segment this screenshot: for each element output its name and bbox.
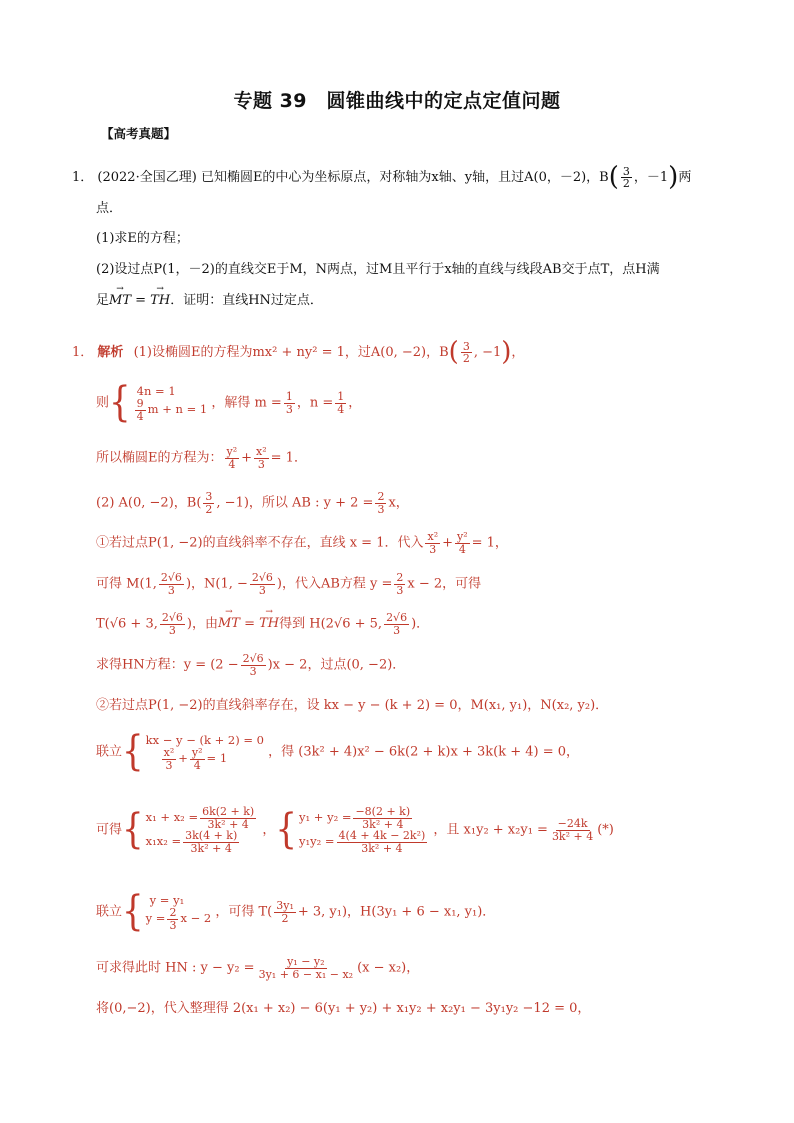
fraction: $\frac{\text{y²}}{4}$: [457, 530, 468, 556]
fraction: $\frac{\text{y²}}{4}$: [226, 445, 238, 471]
text: ，n =: [296, 395, 334, 411]
text: 联立: [96, 904, 123, 920]
text: )．: [411, 616, 430, 632]
equation-system: [146, 733, 264, 771]
text: +: [442, 535, 454, 551]
solution-number: 1．: [72, 345, 94, 361]
text: ①若过点P(1, −2)的直线斜率不存在，直线 x = 1．代入: [96, 535, 424, 551]
text: x，: [388, 495, 409, 511]
fraction: $\frac{3}{2}$: [205, 490, 213, 516]
text: 则: [96, 395, 110, 411]
equation: kx − y − (k + 2) = 0: [145, 733, 264, 747]
equation-system: [146, 893, 212, 931]
equation: x₁ + x₂ = $\frac{6k(2 + k)}{\text{3k² + 4}}$: [145, 805, 255, 831]
text: 可求得此时 HN : y − y₂ =: [96, 960, 255, 976]
text: 所以椭圆E的方程为：: [96, 450, 223, 466]
text: 可得 M(1,: [96, 576, 157, 592]
text: (2) A(0, −2)，B(: [96, 495, 202, 511]
text: + 3, y₁)，H(3y₁ + 6 − x₁, y₁)．: [297, 904, 496, 920]
text: +: [241, 450, 253, 466]
text: x − 2，可得: [407, 576, 482, 592]
question-1: (1)求E的方程；: [96, 231, 189, 246]
solution-line-1: [72, 337, 524, 368]
equation: x₁x₂ = $\frac{3k(4 + k)}{\text{3k² + 4}}$: [145, 829, 238, 855]
equation: y = $\frac{2}{3}$ x − 2: [145, 906, 212, 932]
text: ，: [348, 395, 362, 411]
text: (1)设椭圆E的方程为mx² + ny² = 1，过A(0, −2)，B: [133, 345, 449, 361]
text: )，代入AB方程 y =: [276, 576, 393, 592]
fraction: $\frac{3}{2}$: [622, 164, 630, 191]
paren-open: (: [448, 337, 459, 367]
fraction: $\frac{3}{2}$: [462, 339, 470, 366]
page-title: 专题 39 圆锥曲线中的定点定值问题: [233, 90, 561, 112]
equation: y₁ + y₂ = $\frac{-8(2 + k)}{\text{3k² + 4}}$: [299, 805, 411, 831]
text: ，可得 T(: [215, 904, 273, 920]
paren-open: (: [608, 162, 619, 192]
problem-line-1: [72, 162, 691, 193]
equation: $\frac{\text{x²}}{3}$ + $\frac{\text{y²}}{4}$ = 1: [163, 746, 228, 772]
fraction: $\frac{2√6}{3}$: [160, 571, 182, 597]
text: 求得HN方程：y = (2 −: [96, 657, 239, 673]
paren-close: ): [501, 337, 512, 367]
question-2: (2)设过点P(1，－2)的直线交E于M，N两点，过M且平行于x轴的直线与线段AB交于点T，点H满: [96, 262, 660, 277]
text: T(√6 + 3,: [96, 616, 158, 632]
fraction: $\frac{\text{x²}}{3}$: [256, 445, 267, 471]
text: )x − 2，过点(0, −2)．: [267, 657, 406, 673]
solution-line-8: [96, 653, 405, 677]
question-2-cont: [96, 293, 323, 309]
equation: $\frac{9}{4}$ m + n = 1: [136, 397, 208, 423]
equation-system: [146, 806, 259, 854]
paren-close: ): [668, 162, 679, 192]
text: )，N(1, −: [185, 576, 248, 592]
solution-line-7: [96, 612, 429, 636]
text: ，且 x₁y₂ + x₂y₁ =: [433, 822, 548, 838]
solution-line-6: [96, 572, 481, 596]
text: (x − x₂)，: [357, 960, 420, 976]
fraction: $\frac{1}{3}$: [285, 390, 293, 416]
solution-line-14: 将(0,−2)，代入整理得 2(x₁ + x₂) − 6(y₁ + y₂) + x₁y₂ + x₂y₁ − 3y₁y₂ −12 = 0，: [96, 1001, 591, 1016]
text: = 1，: [471, 535, 508, 551]
fraction: $\frac{1}{4}$: [337, 390, 345, 416]
text: (*): [597, 822, 614, 838]
text: ．证明：直线HN过定点．: [170, 293, 323, 308]
solution-label: 解析: [97, 345, 124, 361]
fraction: $\frac{2}{3}$: [396, 571, 404, 597]
fraction: $\frac{2√6}{3}$: [242, 652, 264, 678]
vector-mt: → MT: [109, 293, 131, 309]
text: 可得: [96, 822, 123, 838]
fraction: $\frac{-24k}{\text{3k² + 4}}$: [551, 817, 594, 843]
solution-line-4: [96, 491, 409, 515]
section-tag: 【高考真题】: [101, 126, 177, 141]
fraction: $\frac{2}{3}$: [377, 490, 385, 516]
vector-th: → TH: [150, 293, 170, 309]
problem-stem-tail: ，－1: [633, 170, 669, 186]
fraction: $\frac{2√6}{3}$: [386, 611, 408, 637]
brace: {: [122, 806, 144, 855]
solution-line-2: [96, 379, 362, 428]
brace: {: [109, 379, 131, 428]
text: 联立: [96, 744, 123, 760]
problem-number: 1．: [72, 170, 94, 186]
text: 得到 H(2√6 + 5,: [279, 616, 383, 632]
text: = 1．: [270, 450, 307, 466]
brace: {: [122, 728, 144, 777]
fraction: $\frac{2√6}{3}$: [161, 611, 183, 637]
fraction: $\frac{\text{y₁ − y₂}}{\text{3y₁ + 6 − x₁ − x₂}}$: [258, 955, 354, 981]
fraction: $\frac{\text{x²}}{3}$: [427, 530, 439, 556]
solution-line-12: [96, 888, 496, 937]
problem-stem-end: 两: [678, 170, 692, 186]
text: ，: [511, 345, 525, 361]
text: =: [131, 293, 151, 308]
text: , −1)，所以 AB : y + 2 =: [216, 495, 374, 511]
text: ，得 (3k² + 4)x² − 6k(2 + k)x + 3k(k + 4) = 0，: [268, 744, 580, 760]
vector-mt: → MT: [218, 616, 240, 632]
fraction: $\frac{\text{3y₁}}{2}$: [276, 899, 294, 925]
text: )，由: [186, 616, 218, 632]
problem-stem: 已知椭圆E的中心为坐标原点，对称轴为x轴、y轴，且过A(0，－2)，B: [200, 170, 609, 186]
equation: y₁y₂ = $\frac{\text{4(4 + 4k − 2k²)}}{\text{3k² + 4}}$: [299, 829, 426, 855]
equation-system: [299, 806, 429, 854]
vector-th: → TH: [259, 616, 279, 632]
problem-source: (2022·全国乙理): [97, 170, 197, 186]
text: ，解得 m =: [211, 395, 282, 411]
equation-system: [133, 384, 208, 422]
text: ，: [262, 822, 276, 838]
solution-line-9: ②若过点P(1, −2)的直线斜率存在，设 kx − y − (k + 2) = 0，M(x₁, y₁)，N(x₂, y₂)．: [96, 698, 609, 713]
brace: {: [122, 888, 144, 937]
text: 足: [96, 293, 110, 308]
text: =: [239, 616, 260, 632]
solution-line-13: [96, 956, 419, 980]
equation: 4n = 1: [136, 384, 176, 398]
text: , −1: [473, 345, 502, 361]
problem-line-2: 点．: [96, 201, 123, 216]
solution-line-5: [96, 531, 508, 555]
solution-line-10: [96, 728, 580, 777]
brace: {: [275, 806, 298, 855]
fraction: $\frac{2√6}{3}$: [251, 571, 273, 597]
solution-line-3: [96, 446, 307, 470]
equation: y = y₁: [149, 893, 185, 907]
solution-line-11: [96, 806, 614, 854]
